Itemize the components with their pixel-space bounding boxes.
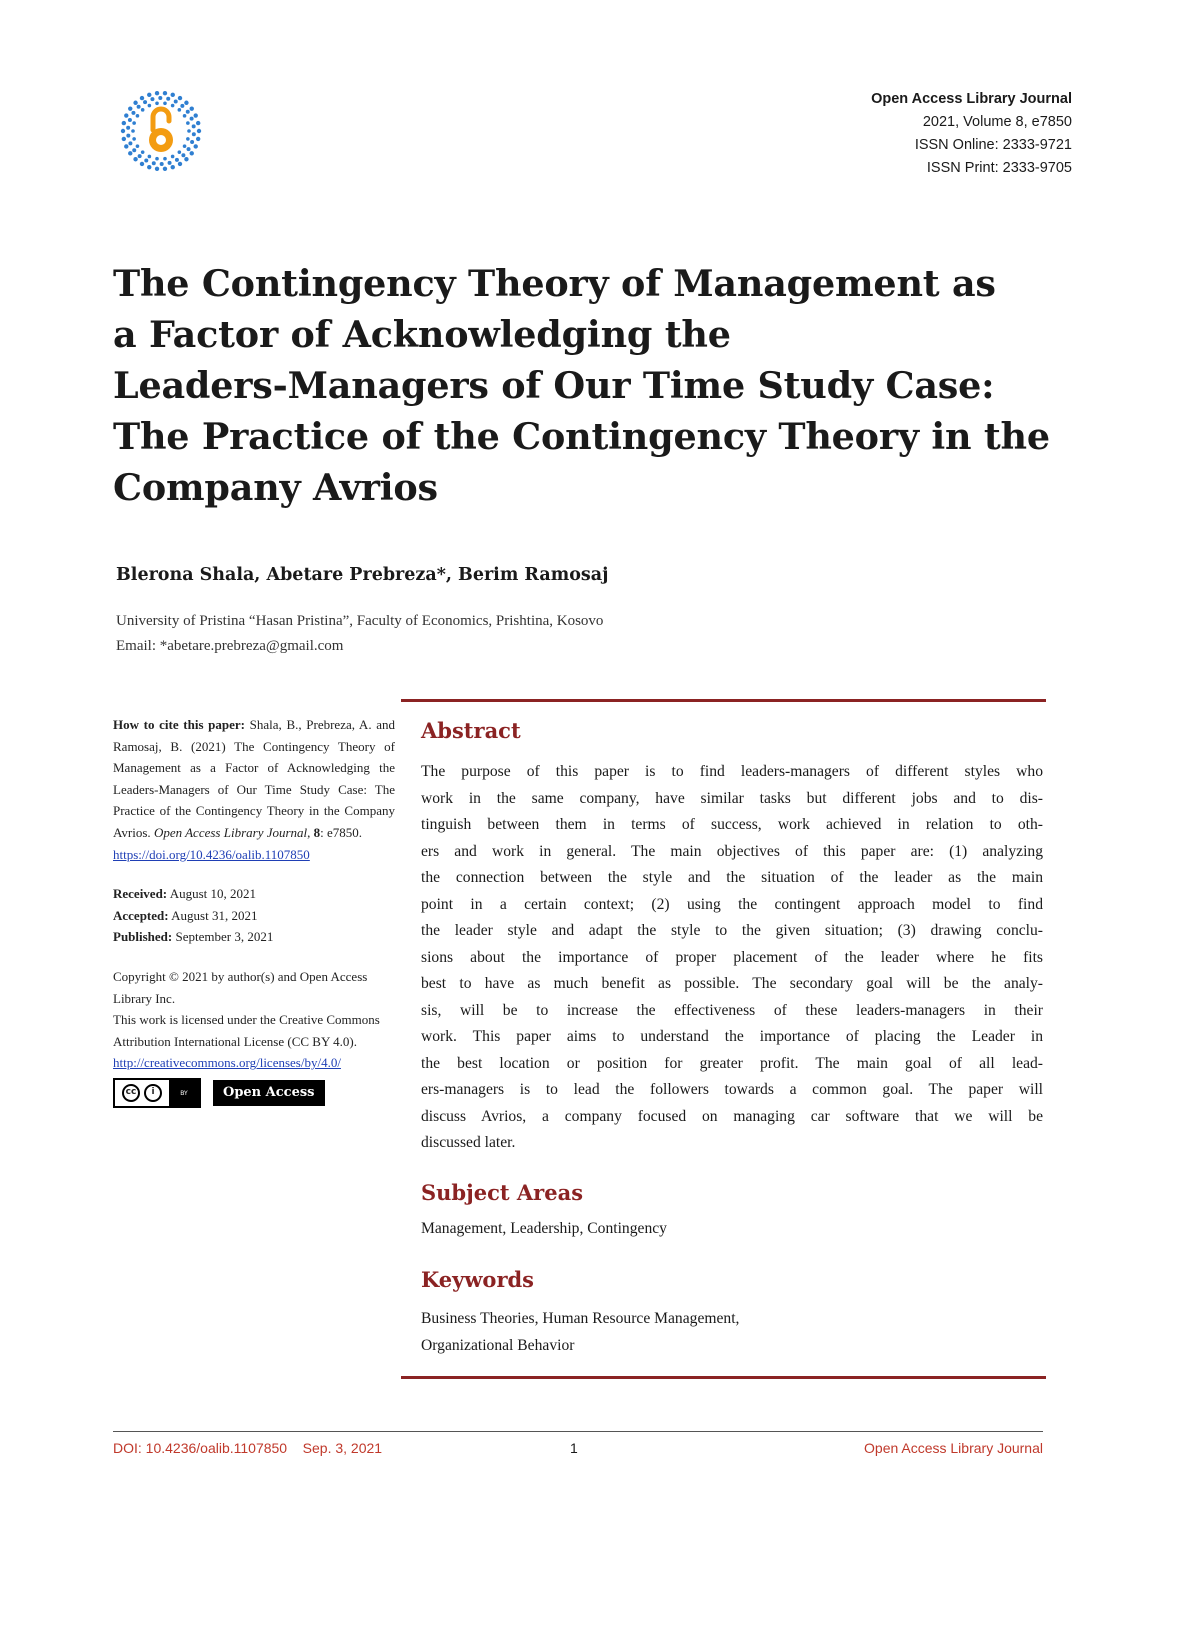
abstract-heading: Abstract — [421, 718, 521, 743]
title-line: Leaders-Managers of Our Time Study Case: — [113, 364, 995, 407]
title-line: Company Avrios — [113, 466, 438, 509]
cc-by-badge[interactable] — [113, 1078, 201, 1108]
abstract-line: tinguish between them in terms of success, work achieved in relation to oth- — [421, 816, 1043, 833]
footer-doi: DOI: 10.4236/oalib.1107850 — [113, 1440, 288, 1456]
accepted-date: August 31, 2021 — [171, 907, 258, 923]
doi-link[interactable]: https://doi.org/10.4236/oalib.1107850 — [113, 846, 310, 862]
abstract-body — [421, 759, 1043, 1157]
divider — [401, 699, 1046, 702]
journal-name: Open Access Library Journal — [871, 91, 1072, 107]
abstract-line: the connection between the style and the situation of the leader as the main — [421, 869, 1043, 886]
title-line: a Factor of Acknowledging the — [113, 313, 731, 356]
abstract-line: the best location or position for greater profit. The main goal of all lead- — [421, 1054, 1043, 1072]
footer-divider — [113, 1431, 1043, 1432]
abstract-line: ers-managers is to lead the followers towards a common goal. The paper will — [421, 1081, 1043, 1098]
authors: Blerona Shala, Abetare Prebreza*, Berim Ramosaj — [116, 565, 609, 585]
abstract-line: discuss Avrios, a company focused on managing car software that we will be — [421, 1107, 1043, 1125]
abstract-line: best to have as much benefit as possible. The secondary goal will be the analy- — [421, 975, 1043, 992]
abstract-line: The purpose of this paper is to find leaders-managers of different styles who — [421, 763, 1043, 780]
footer-date: Sep. 3, 2021 — [302, 1440, 383, 1456]
copyright-text: Copyright © 2021 by author(s) and Open Access Library Inc. — [113, 968, 368, 1006]
copyright — [113, 966, 395, 1074]
abstract-line: discussed later. — [421, 1134, 516, 1151]
email: Email: *abetare.prebreza@gmail.com — [116, 638, 344, 654]
cite-article: : e7850. — [320, 824, 363, 840]
keywords-text — [421, 1306, 739, 1359]
journal-info — [871, 88, 1072, 180]
published-label: Published: — [113, 929, 173, 945]
license-link[interactable]: http://creativecommons.org/licenses/by/4.0/ — [113, 1055, 341, 1071]
abstract-line: sis, will be to increase the effectiveness of these leaders-managers in their — [421, 1001, 1043, 1019]
sidebar — [113, 714, 395, 1108]
paper-title — [113, 258, 1073, 513]
volume-line: 2021, Volume 8, e7850 — [922, 114, 1072, 130]
abstract-line: ers and work in general. The main objectives of this paper are: (1) analyzing — [421, 842, 1043, 860]
keywords-line: Business Theories, Human Resource Management, — [421, 1310, 740, 1327]
title-line: The Practice of the Contingency Theory in the — [113, 415, 1050, 458]
issn-print: ISSN Print: 2333-9705 — [926, 160, 1072, 176]
received-label: Received: — [113, 886, 168, 902]
divider — [401, 1376, 1046, 1379]
abstract-line: the leader style and adapt the style to the given situation; (3) drawing conclu- — [421, 922, 1043, 939]
attribution-icon: i — [144, 1084, 162, 1102]
abstract-line: point in a certain context; (2) using the contingent approach model to find — [421, 895, 1043, 913]
issn-online: ISSN Online: 2333-9721 — [914, 137, 1072, 153]
license-text: This work is licensed under the Creative Commons Attribution International License (CC BY 4.0). — [113, 1012, 380, 1049]
dates — [113, 883, 395, 948]
by-label: BY — [169, 1080, 199, 1106]
cite-label: How to cite this paper: — [113, 717, 245, 732]
published-date: September 3, 2021 — [175, 929, 274, 945]
footer-journal: Open Access Library Journal — [864, 1440, 1043, 1456]
abstract-line: work in the same company, have similar tasks but different jobs and to dis- — [421, 789, 1043, 807]
affiliation: University of Pristina “Hasan Pristina”, Faculty of Economics, Prishtina, Kosovo — [116, 613, 604, 629]
footer-doi-date — [113, 1440, 382, 1456]
cite-journal: Open Access Library Journal — [153, 824, 308, 840]
open-access-badge: Open Access — [213, 1080, 325, 1106]
subject-areas-text: Management, Leadership, Contingency — [421, 1220, 667, 1237]
license-badges — [113, 1078, 395, 1108]
abstract-line: sions about the importance of proper placement of the leader where he fits — [421, 948, 1043, 966]
subject-areas-heading: Subject Areas — [421, 1180, 584, 1205]
received-date: August 10, 2021 — [169, 886, 256, 902]
page-number: 1 — [570, 1440, 578, 1456]
keywords-line: Organizational Behavior — [421, 1336, 575, 1354]
citation: How to cite this paper: Shala, B., Prebreza, A. and Ramosaj, B. (2021) The Contingency Theory of Management as a Factor of Acknowledging the Leaders-Managers of Our Time Study Case: The Practice of the Contingency Theory in the Company Avrios. Open Access Library Journal, 8: e7850. https://doi.org/10.4236/oalib.1107850 — [113, 717, 395, 862]
keywords-heading: Keywords — [421, 1267, 535, 1292]
title-line: The Contingency Theory of Management as — [113, 262, 996, 305]
cite-volume: 8 — [313, 824, 321, 840]
cc-icon: cc — [122, 1084, 140, 1102]
accepted-label: Accepted: — [113, 907, 169, 923]
journal-logo — [120, 90, 202, 172]
cite-text: Shala, B., Prebreza, A. and Ramosaj, B. (2021) The Contingency Theory of Management as a Factor of Acknowledging the Leaders-Managers of Our Time Study Case: The Practice of the Contingency Theory in the Company Avrios. — [113, 717, 395, 840]
abstract-line: work. This paper aims to understand the importance of placing the Leader in — [421, 1028, 1043, 1045]
open-access-icon — [120, 90, 202, 172]
